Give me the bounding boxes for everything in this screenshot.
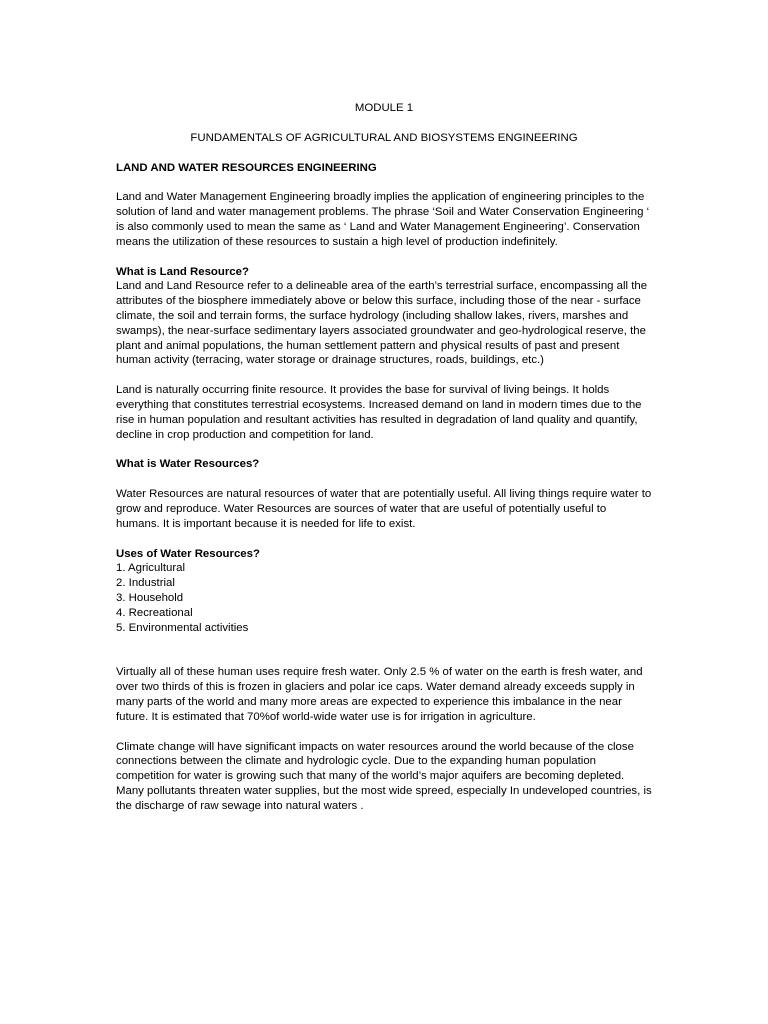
section-title: LAND AND WATER RESOURCES ENGINEERING	[116, 161, 377, 174]
climate-change-paragraph: Climate change will have significant impacts on water resources around the world because of the close connections between the climate and hydrologic cycle. Due to the expanding human population competition for water is growing such that many of the world’s major aquifers are becoming depleted. Many pollutants threaten water supplies, but the most wide spreed, especially In undeveloped countries, is the discharge of raw sewage into natural waters .	[116, 740, 652, 812]
land-resource-heading: What is Land Resource?	[116, 265, 249, 278]
list-item: 1. Agricultural	[116, 562, 186, 575]
uses-heading: Uses of Water Resources?	[116, 547, 260, 560]
list-item: 3. Household	[116, 591, 184, 604]
land-resource-paragraph-2: Land is naturally occurring finite resource. It provides the base for survival of living beings. It holds everything that constitutes terrestrial ecosystems. Increased demand on land in modern times due to the rise in human population and resultant activities has resulted in degradation of land quality and quantify, decline in crop production and competition for land.	[116, 384, 642, 441]
list-item: 4. Recreational	[116, 606, 193, 619]
list-item: 5. Environmental activities	[116, 621, 249, 634]
intro-paragraph: Land and Water Management Engineering broadly implies the application of engineering principles to the solution of land and water management problems. The phrase ‘Soil and Water Conservation Engineering ‘ is also commonly used to mean the same as ‘ Land and Water Management Engineering’. Conservation means the utilization of these resources to sustain a high level of production indefinitely.	[116, 191, 650, 248]
document-body	[116, 101, 652, 813]
water-resources-heading: What is Water Resources?	[116, 458, 260, 471]
document-subtitle: FUNDAMENTALS OF AGRICULTURAL AND BIOSYSTEMS ENGINEERING	[190, 131, 578, 144]
water-resources-paragraph: Water Resources are natural resources of water that are potentially useful. All living things require water to grow and reproduce. Water Resources are sources of water that are useful of potentially useful to humans. It is important because it is needed for life to exist.	[116, 488, 652, 530]
land-resource-paragraph-1: Land and Land Resource refer to a delineable area of the earth’s terrestrial surface, encompassing all the attributes of the biosphere immediately above or below this surface, including those of the near - surface climate, the soil and terrain forms, the surface hydrology (including shallow lakes, rivers, marshes and swamps), the near-surface sedimentary layers associated groundwater and geo-hydrological reserve, the plant and animal populations, the human settlement pattern and physical results of past and present human activity (terracing, water storage or drainage structures, roads, buildings, etc.)	[116, 280, 648, 367]
module-label: MODULE 1	[354, 102, 414, 114]
fresh-water-paragraph: Virtually all of these human uses require fresh water. Only 2.5 % of water on the earth is fresh water, and over two thirds of this is frozen in glaciers and polar ice caps. Water demand already exceeds supply in many parts of the world and many more areas are expected to experience this imbalance in the near future. It is estimated that 70%of world-wide water use is for irrigation in agriculture.	[116, 666, 643, 723]
list-item: 2. Industrial	[116, 577, 175, 590]
uses-list	[116, 561, 652, 635]
